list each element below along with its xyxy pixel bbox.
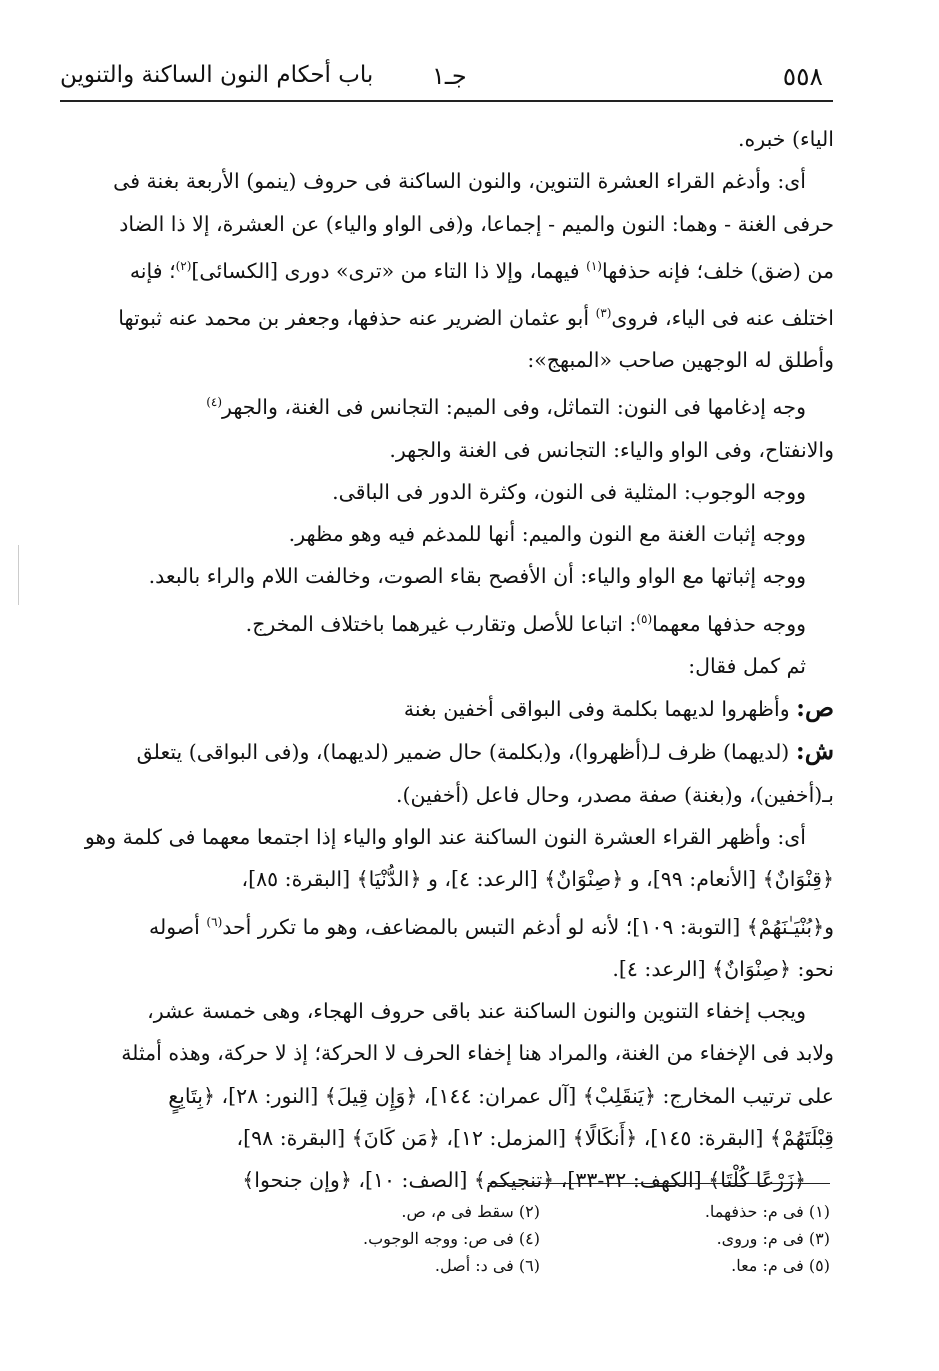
text-line: بـ(أخفين)، و(بغنة) صفة مصدر، وحال فاعل (أخفين). — [396, 782, 834, 807]
text-line: وجه إدغامها فى النون: التماثل، وفى الميم: التجانس فى الغنة، والجهر$^{(٤)}$ — [206, 395, 806, 420]
text-line: ووجه إثباتها مع الواو والياء: أن الأفصح بقاء الصوت، وخالفت اللام والراء بالبعد. — [148, 564, 806, 589]
chapter-title: باب أحكام النون الساكنة والتنوين — [60, 62, 374, 88]
text-line: و﴿بُنْيَـٰنَهُمْ﴾ [التوبة: ١٠٩]؛ لأنه لو أدغم التبس بالمضاعف، وهو ما تكرر أحد$^{(٦)}$ أصوله — [148, 914, 834, 939]
text-line: ﴿زَرْعًا كُلْتَا﴾ [الكهف: ٣٢-٣٣]، ﴿تنجيكم﴾ [الصف: ١٠]، ﴿وإن جنحوا﴾ — [242, 1168, 806, 1193]
text-line: ووجه إثبات الغنة مع النون والميم: أنها للمدغم فيه وهو مظهر. — [288, 522, 806, 547]
text-line: من (ضق) خلف؛ فإنه حذفها$^{(١)}$ فيهما، وإلا ذا التاء من «ترى» دورى [الكسائى]$^{(٢)}$؛ فإنه — [129, 258, 834, 283]
text-line: على ترتيب المخارج: ﴿يَنقَلِبْ﴾ [آل عمران: ١٤٤]، ﴿وَإِن قِيلَ﴾ [النور: ٢٨]، ﴿بِتَابِعٍ — [168, 1083, 834, 1108]
text-line: وأطلق له الوجهين صاحب «المبهج»: — [527, 348, 834, 373]
verse-tag: ص: — [796, 693, 834, 723]
volume-label: جـ١ — [432, 62, 467, 90]
footnote-ref: (٤) — [206, 395, 223, 410]
text-line: ويجب إخفاء التنوين والنون الساكنة عند باقى حروف الهجاء، وهى خمسة عشر، — [147, 999, 806, 1024]
main-text — [78, 118, 834, 1202]
footnote-ref: (٢) — [175, 258, 192, 273]
footnote-ref: (٦) — [206, 914, 223, 929]
text-line: ثم كمل فقال: — [688, 653, 806, 678]
footnote-ref: (١) — [586, 258, 602, 273]
text-line: ش: (لديهما) ظرف لـ(أظهروا)، و(بكلمة) حال ضمير (لديهما)، و(فى البواقى) يتعلق — [136, 736, 834, 766]
scan-margin-mark — [18, 545, 19, 605]
text-line: ﴿قِنْوَانٌ﴾ [الأنعام: ٩٩]، و ﴿صِنْوَانٌ﴾ [الرعد: ٤]، و ﴿الدُّنْيَا﴾ [البقرة: ٨٥]، — [241, 867, 834, 892]
text-line: والانفتاح، وفى الواو والياء: التجانس فى الغنة والجهر. — [389, 437, 834, 462]
footnote: (٤) فى ص: ووجه الوجوب. — [363, 1229, 540, 1248]
footnote-rule — [488, 1183, 830, 1184]
footnote: (٣) فى م: وروى. — [716, 1229, 830, 1248]
footnote: (٦) فى د: أصل. — [434, 1256, 540, 1275]
footnote-ref: (٣) — [595, 306, 612, 321]
text-line: قِبْلَتَهُمْ﴾ [البقرة: ١٤٥]، ﴿أَنكَالًا﴾ [المزمل: ١٢]، ﴿مَن كَانَ﴾ [البقرة: ٩٨]، — [236, 1125, 834, 1150]
verse-line — [78, 687, 834, 730]
footnote: (٢) سقط فى م، ص. — [401, 1202, 540, 1221]
text-line: نحو: ﴿صِنْوَانٌ﴾ [الرعد: ٤]. — [612, 956, 834, 981]
footnotes-right-column — [580, 1198, 830, 1279]
text-line: اختلف عنه فى الياء، فروى$^{(٣)}$ أبو عثمان الضرير عنه حذفها، وجعفر بن محمد عنه ثبوتها — [118, 305, 834, 330]
footnote-ref: (٥) — [636, 611, 653, 626]
footnote: (١) فى م: حذفهما. — [704, 1202, 830, 1221]
footnote: (٥) فى م: معا. — [731, 1256, 830, 1275]
text-line: ووجه الوجوب: المثلية فى النون، وكثرة الدور فى الباقى. — [332, 479, 806, 504]
text-line: ووجه حذفها معهما$^{(٥)}$: اتباعا للأصل وتقارب غيرهما باختلاف المخرج. — [245, 611, 806, 636]
text-line: أى: وأدغم القراء العشرة التنوين، والنون الساكنة فى حروف (ينمو) الأربعة بغنة فى — [113, 169, 806, 194]
verse-text: وأظهروا لديهما بكلمة وفى البواقى أخفين بغنة — [403, 697, 790, 722]
sharh-tag: ش: — [795, 736, 834, 766]
header-rule — [60, 100, 833, 102]
text-line: الياء) خبره. — [738, 127, 834, 151]
text-line: ولابد فى الإخفاء من الغنة، والمراد هنا إخفاء الحرف لا الحركة؛ إذ لا حركة، وهذه أمثلة — [121, 1041, 834, 1066]
footnotes-left-column — [290, 1198, 540, 1279]
running-header — [60, 58, 829, 98]
text-line: أى: وأظهر القراء العشرة النون الساكنة عند الواو والياء إذا اجتمعا معهما فى كلمة وهو — [84, 825, 806, 850]
page-number: ٥٥٨ — [782, 62, 823, 91]
text-line: حرفى الغنة - وهما: النون والميم - إجماعا، و(فى الواو والياء) عن العشرة، إلا ذا الضاد — [119, 211, 834, 236]
